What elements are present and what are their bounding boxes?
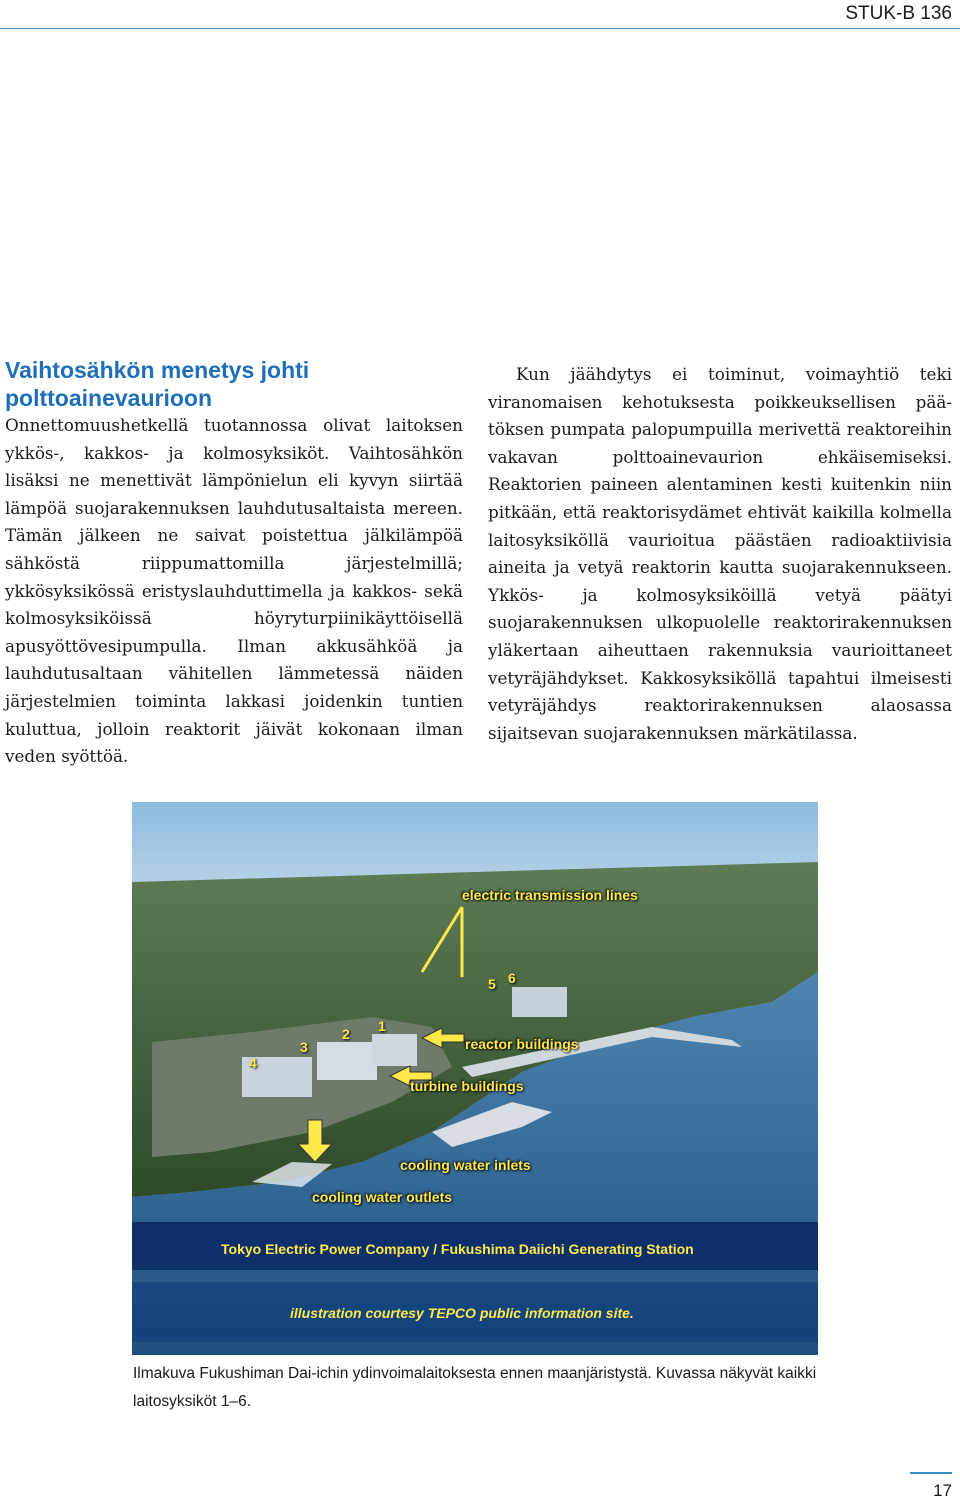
left-column xyxy=(5,356,463,771)
aerial-photo xyxy=(132,802,818,1355)
label-cooling-water-inlets: cooling water inlets xyxy=(400,1157,531,1173)
page-number: 17 xyxy=(933,1481,952,1500)
label-reactor-buildings: reactor buildings xyxy=(465,1036,579,1052)
unit-number-2: 2 xyxy=(342,1026,350,1042)
unit-number-1: 1 xyxy=(378,1018,386,1034)
unit-number-4: 4 xyxy=(249,1055,257,1071)
photo-credit: illustration courtesy TEPCO public information site. xyxy=(290,1305,634,1321)
station-title: Tokyo Electric Power Company / Fukushima Daiichi Generating Station xyxy=(221,1241,694,1257)
figure-caption: Ilmakuva Fukushiman Dai-ichin ydinvoimalaitoksesta ennen maanjäristystä. Kuvassa näkyvät kaikki laitosyksiköt 1–6. xyxy=(133,1365,817,1410)
left-paragraph: Onnettomuushetkellä tuotannossa olivat laitoksen ykkös-, kakkos- ja kolmosyksiköt. Vaihtosähkön lisäksi ne menettivät lämpönielun eli kyvyn siirtää lämpöä suojarakennuksen lauhdutusaltaista mereen. Tämän jälkeen ne saivat poistettua jälkilämpöä sähköstä riippumattomilla järjestelmillä; ykkösyksikössä eristyslauhduttimella ja kakkos- sekä kolmosyksiköissä höyryturpiinikäyttöisellä apusyöttövesipumpulla. Ilman akkusähköä ja lauhdutusaltaan vähitellen lämmetessä näiden järjestelmien toiminta lakkasi joidenkin tuntien kuluttua, jolloin reaktorit jäivät kokonaan ilman veden syöttöä. xyxy=(5,415,463,767)
header-rule xyxy=(0,28,960,29)
unit-number-6: 6 xyxy=(508,970,516,986)
label-electric-transmission-lines: electric transmission lines xyxy=(462,887,638,903)
footer-rule xyxy=(910,1472,952,1474)
label-cooling-water-outlets: cooling water outlets xyxy=(312,1189,453,1205)
section-heading: Vaihtosähkön menetys johti polttoainevaurioon xyxy=(5,357,310,411)
right-paragraph: Kun jäähdytys ei toiminut, voimayhtiö teki viranomaisen kehotuksesta poikkeuksellisen päätöksen pumpata palopumpuilla merivettä reaktoreihin vakavan polttoainevaurion ehkäisemiseksi. Reaktorien paineen alentaminen kesti kuitenkin niin pitkään, että reaktorisydämet ehtivät kaikilla kolmella laitosyksiköllä vaurioitua päästäen radioaktiivisia aineita ja vetyä reaktorin kautta suojarakennukseen. Ykkös- ja kolmosyksiköillä vetyä päätyi suojarakennuksen ulkopuolelle reaktorirakennuksen yläkertaan aiheuttaen rakennuksia vaurioittaneet vetyräjähdykset. Kakkosyksiköllä tapahtui ilmeisesti vetyräjähdys reaktorirakennuksen alaosassa sijaitsevan suojarakennuksen märkätilassa. xyxy=(488,364,952,743)
unit-number-3: 3 xyxy=(300,1039,308,1055)
label-turbine-buildings: turbine buildings xyxy=(410,1078,524,1094)
right-column xyxy=(488,361,952,747)
document-id: STUK-B 136 xyxy=(845,3,952,24)
unit-number-5: 5 xyxy=(488,976,496,992)
